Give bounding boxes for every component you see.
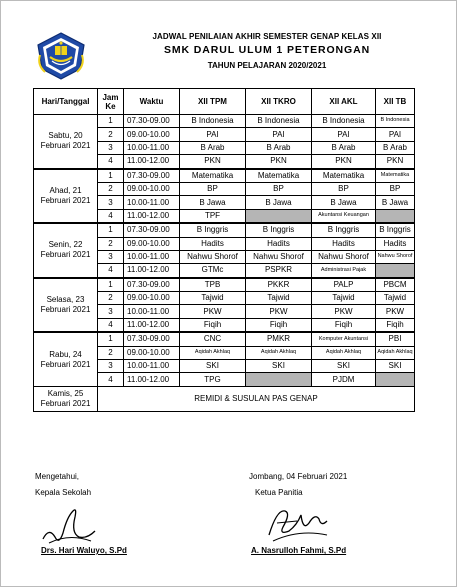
waktu-cell: 11.00-12.00: [124, 318, 180, 332]
subject-cell-tpm: Tajwid: [180, 292, 246, 305]
kamis-note: REMIDI & SUSULAN PAS GENAP: [98, 386, 415, 411]
jam-cell: 1: [98, 115, 124, 128]
subject-cell-tb: PBCM: [376, 278, 415, 292]
school-name: SMK DARUL ULUM 1 PETERONGAN: [163, 44, 371, 56]
subject-cell-tpm: B Jawa: [180, 196, 246, 209]
day-cell: Rabu, 24 Februari 2021: [34, 332, 98, 386]
subject-cell-tb: [376, 264, 415, 278]
subject-cell-tpm: B Arab: [180, 141, 246, 154]
subject-cell-tb: B Indonesia: [376, 115, 415, 128]
jam-cell: 3: [98, 196, 124, 209]
col-akl: XII AKL: [312, 89, 376, 115]
subject-cell-tb: [376, 373, 415, 386]
subject-cell-tpm: Nahwu Shorof: [180, 250, 246, 263]
table-row: [34, 332, 415, 346]
subject-cell-tkro: PAI: [246, 128, 312, 141]
waktu-cell: 07.30-09.00: [124, 169, 180, 183]
jam-cell: 3: [98, 360, 124, 373]
jam-cell: 4: [98, 318, 124, 332]
subject-cell-tpm: TPB: [180, 278, 246, 292]
jam-cell: 4: [98, 373, 124, 386]
subject-cell-tb: B Inggris: [376, 223, 415, 237]
waktu-cell: 09.00-10.00: [124, 346, 180, 359]
subject-cell-tb: Fiqih: [376, 318, 415, 332]
col-hari: Hari/Tanggal: [34, 89, 98, 115]
waktu-cell: 09.00-10.00: [124, 128, 180, 141]
right-sign-line2: Ketua Panitia: [255, 488, 303, 497]
table-row: [34, 223, 415, 237]
waktu-cell: 11.00-12.00: [124, 373, 180, 386]
col-tkro: XII TKRO: [246, 89, 312, 115]
subject-cell-tb: PAI: [376, 128, 415, 141]
col-tpm: XII TPM: [180, 89, 246, 115]
jam-cell: 1: [98, 169, 124, 183]
table-row: [34, 169, 415, 183]
subject-cell-tkro: PSPKR: [246, 264, 312, 278]
subject-cell-tkro: B Arab: [246, 141, 312, 154]
subject-cell-tkro: B Inggris: [246, 223, 312, 237]
jam-cell: 1: [98, 278, 124, 292]
table-header-row: [34, 89, 415, 115]
waktu-cell: 10.00-11.00: [124, 360, 180, 373]
subject-cell-akl: Hadits: [312, 237, 376, 250]
subject-cell-tkro: B Jawa: [246, 196, 312, 209]
day-cell: Senin, 22 Februari 2021: [34, 223, 98, 278]
col-jam: Jam Ke: [98, 89, 124, 115]
subject-cell-tb: B Arab: [376, 141, 415, 154]
subject-cell-akl: BP: [312, 182, 376, 195]
academic-year: TAHUN PELAJARAN 2020/2021: [207, 61, 327, 70]
waktu-cell: 07.30-09.00: [124, 115, 180, 128]
subject-cell-tpm: Matematika: [180, 169, 246, 183]
subject-cell-akl: Komputer Akuntansi: [312, 332, 376, 346]
subject-cell-tkro: B Indonesia: [246, 115, 312, 128]
waktu-cell: 07.30-09.00: [124, 332, 180, 346]
schedule-table: [33, 88, 415, 412]
subject-cell-tpm: PAI: [180, 128, 246, 141]
subject-cell-tkro: PKKR: [246, 278, 312, 292]
left-sign-line2: Kepala Sekolah: [35, 488, 92, 497]
jam-cell: 2: [98, 128, 124, 141]
subject-cell-tkro: Hadits: [246, 237, 312, 250]
day-cell: Ahad, 21 Februari 2021: [34, 169, 98, 224]
subject-cell-tpm: GTMc: [180, 264, 246, 278]
subject-cell-akl: Fiqih: [312, 318, 376, 332]
subject-cell-tkro: [246, 209, 312, 223]
subject-cell-akl: Nahwu Shorof: [312, 250, 376, 263]
subject-cell-tb: B Jawa: [376, 196, 415, 209]
right-signer-name: A. Nasrulloh Fahmi, S.Pd: [251, 546, 347, 555]
jam-cell: 2: [98, 182, 124, 195]
jam-cell: 3: [98, 141, 124, 154]
subject-cell-tb: Hadits: [376, 237, 415, 250]
waktu-cell: 10.00-11.00: [124, 250, 180, 263]
subject-cell-tkro: BP: [246, 182, 312, 195]
subject-cell-akl: Matematika: [312, 169, 376, 183]
subject-cell-akl: Aqidah Akhlaq: [312, 346, 376, 359]
subject-cell-akl: PALP: [312, 278, 376, 292]
subject-cell-akl: PAI: [312, 128, 376, 141]
left-signature-icon: [39, 503, 99, 547]
subject-cell-akl: B Jawa: [312, 196, 376, 209]
subject-cell-akl: PJDM: [312, 373, 376, 386]
col-waktu: Waktu: [124, 89, 180, 115]
jam-cell: 1: [98, 223, 124, 237]
subject-cell-tb: PKW: [376, 305, 415, 318]
subject-cell-tkro: Tajwid: [246, 292, 312, 305]
subject-cell-tpm: BP: [180, 182, 246, 195]
jam-cell: 3: [98, 305, 124, 318]
waktu-cell: 07.30-09.00: [124, 223, 180, 237]
subject-cell-akl: SKI: [312, 360, 376, 373]
subject-cell-tpm: TPG: [180, 373, 246, 386]
right-sign-line1: Jombang, 04 Februari 2021: [249, 472, 348, 481]
subject-cell-akl: PKN: [312, 155, 376, 169]
jam-cell: 3: [98, 250, 124, 263]
subject-cell-akl: Tajwid: [312, 292, 376, 305]
waktu-cell: 11.00-12.00: [124, 264, 180, 278]
subject-cell-akl: B Arab: [312, 141, 376, 154]
subject-cell-tb: SKI: [376, 360, 415, 373]
day-cell: Selasa, 23 Februari 2021: [34, 278, 98, 333]
day-cell: Kamis, 25 Februari 2021: [34, 386, 98, 411]
table-row: [34, 278, 415, 292]
schedule-body: [34, 115, 415, 412]
table-row-kamis: [34, 386, 415, 411]
subject-cell-tpm: B Indonesia: [180, 115, 246, 128]
left-signer-name: Drs. Hari Waluyo, S.Pd: [41, 546, 127, 555]
subject-cell-tkro: Fiqih: [246, 318, 312, 332]
waktu-cell: 11.00-12.00: [124, 155, 180, 169]
subject-cell-tb: [376, 209, 415, 223]
waktu-cell: 10.00-11.00: [124, 196, 180, 209]
subject-cell-akl: Akuntansi Keuangan: [312, 209, 376, 223]
subject-cell-tkro: Matematika: [246, 169, 312, 183]
school-crest-icon: [34, 31, 88, 81]
subject-cell-tkro: PMKR: [246, 332, 312, 346]
col-tb: XII TB: [376, 89, 415, 115]
waktu-cell: 11.00-12.00: [124, 209, 180, 223]
subject-cell-tb: Matematika: [376, 169, 415, 183]
waktu-cell: 10.00-11.00: [124, 305, 180, 318]
subject-cell-tpm: Fiqih: [180, 318, 246, 332]
waktu-cell: 10.00-11.00: [124, 141, 180, 154]
subject-cell-tb: PBI: [376, 332, 415, 346]
table-row: [34, 115, 415, 128]
subject-cell-akl: Administrasi Pajak: [312, 264, 376, 278]
subject-cell-tkro: Nahwu Shorof: [246, 250, 312, 263]
jam-cell: 4: [98, 155, 124, 169]
subject-cell-tb: Tajwid: [376, 292, 415, 305]
subject-cell-tkro: SKI: [246, 360, 312, 373]
subject-cell-tb: Nahwu Shorof: [376, 250, 415, 263]
subject-cell-tpm: Hadits: [180, 237, 246, 250]
subject-cell-tpm: TPF: [180, 209, 246, 223]
left-sign-line1: Mengetahui,: [35, 472, 80, 481]
subject-cell-tpm: PKN: [180, 155, 246, 169]
jam-cell: 4: [98, 264, 124, 278]
day-cell: Sabtu, 20 Februari 2021: [34, 115, 98, 169]
subject-cell-tpm: CNC: [180, 332, 246, 346]
waktu-cell: 09.00-10.00: [124, 292, 180, 305]
jam-cell: 4: [98, 209, 124, 223]
subject-cell-tpm: SKI: [180, 360, 246, 373]
subject-cell-tkro: PKW: [246, 305, 312, 318]
waktu-cell: 07.30-09.00: [124, 278, 180, 292]
jam-cell: 2: [98, 346, 124, 359]
jam-cell: 2: [98, 292, 124, 305]
subject-cell-tpm: B Inggris: [180, 223, 246, 237]
right-signature-icon: [263, 501, 333, 547]
subject-cell-tkro: Aqidah Akhlaq: [246, 346, 312, 359]
jam-cell: 1: [98, 332, 124, 346]
waktu-cell: 09.00-10.00: [124, 237, 180, 250]
subject-cell-akl: B Indonesia: [312, 115, 376, 128]
subject-cell-tb: PKN: [376, 155, 415, 169]
subject-cell-tkro: PKN: [246, 155, 312, 169]
waktu-cell: 09.00-10.00: [124, 182, 180, 195]
subject-cell-tpm: PKW: [180, 305, 246, 318]
subject-cell-tpm: Aqidah Akhlaq: [180, 346, 246, 359]
subject-cell-tkro: [246, 373, 312, 386]
jam-cell: 2: [98, 237, 124, 250]
doc-title: JADWAL PENILAIAN AKHIR SEMESTER GENAP KELAS XII: [152, 32, 382, 41]
subject-cell-tb: BP: [376, 182, 415, 195]
subject-cell-akl: B Inggris: [312, 223, 376, 237]
subject-cell-tb: Aqidah Akhlaq: [376, 346, 415, 359]
subject-cell-akl: PKW: [312, 305, 376, 318]
